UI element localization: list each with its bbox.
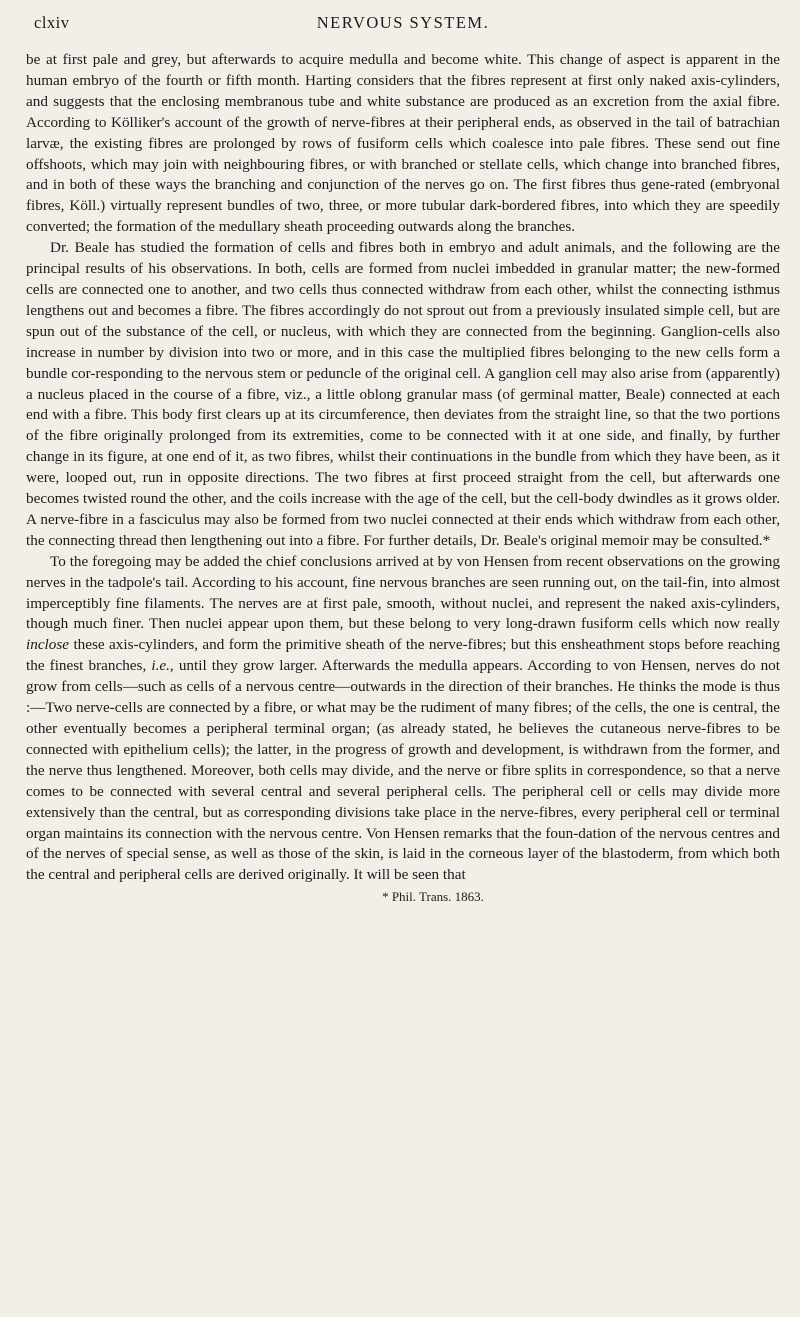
- paragraph-von-hensen-part-1: To the foregoing may be added the chief conclusions arrived at by von Hensen from recent observations on the growing nerves in the tadpole's tail. According to his account, fine nervous branches are seen running out, on the tail-fin, into almost imperceptibly fine filaments. The nerves are at first pale, smooth, without nuclei, and represent the naked axis-cylinders, though much finer. Then nuclei appear upon them, but these belong to very long-drawn fusiform cells which now really: [26, 552, 780, 633]
- book-page: [26, 10, 780, 1305]
- running-title: NERVOUS SYSTEM.: [316, 13, 490, 32]
- page-number: clxiv: [34, 13, 70, 32]
- paragraph-embryonic-fibres: be at first pale and grey, but afterwards to acquire medulla and become white. This change of aspect is apparent in the human embryo of the fourth or fifth month. Harting considers that the fibres represent at first only naked axis-cylinders, and suggests that the enclosing membranous tube and white substance are produced as an excretion from the axial fibre. According to Kölliker's account of the growth of nerve-fibres at their peripheral ends, as observed in the tail of batrachian larvæ, the existing fibres are prolonged by rows of fusiform cells which coalesce into pale fibres. These send out fine offshoots, which may join with neighbouring fibres, or with branched or stellate cells, which change into branched fibres, and in both of these ways the branching and conjunction of the nerves go on. The first fibres thus gene-rated (embryonal fibres, Köll.) virtually represent bundles of two, three, or more tubular dark-bordered fibres, into which they are speedily converted; the formation of the medullary sheath proceeding outwards along the branches.: [26, 51, 780, 236]
- running-head: [26, 10, 780, 44]
- paragraph-von-hensen-part-2: these axis-cylinders, and form the primitive sheath of the nerve-fibres; but this ensheathment stops before reaching the finest branches, i.e., until they grow larger. Afterwards the medulla appears. According to von Hensen, nerves do not grow from cells—such as cells of a nervous centre—outwards in the direction of their branches. He thinks the mode is thus :—Two nerve-cells are connected by a fibre, or what may be the rudiment of many fibres; of the cells, the one is central, the other eventually becomes a peripheral terminal organ; (as already stated, he believes the cutaneous nerve-fibres to be connected with epithelium cells); the latter, in the progress of growth and development, is withdrawn from the former, and the nerve thus lengthened. Moreover, both cells may divide, and the nerve or fibre splits in correspondence, so that a nerve comes to be connected with several central and several peripheral cells. The peripheral cell or cells may divide more extensively than the central, but as corresponding divisions take place in the nerve-fibres, every peripheral cell or terminal organ maintains its connection with the nervous centre. Von Hensen remarks that the foun-dation of the nervous centres and of the nerves of special sense, as well as those of the skin, is laid in the corneous layer of the blastoderm, from which both the central and peripheral cells are derived originally. It will be seen that: [26, 636, 780, 884]
- italic-ie: i.e.: [151, 657, 170, 675]
- footnote: * Phil. Trans. 1863.: [382, 889, 484, 905]
- italic-inclose: inclose: [26, 636, 70, 654]
- paragraph-beale-observations: Dr. Beale has studied the formation of cells and fibres both in embryo and adult animals, and the following are the principal results of his observations. In both, cells are formed from nuclei imbedded in granular matter; the new-formed cells are connected one to another, and two cells thus connected withdraw from each other, whilst the connecting isthmus lengthens out and becomes a fibre. The fibres accordingly do not sprout out from a previously insulated simple cell, but are spun out of the substance of the cell, or nucleus, with which they are connected from the beginning. Ganglion-cells also increase in number by division into two or more, and in this case the multiplied fibres belonging to the new cells form a bundle cor-responding to the nervous stem or peduncle of the original cell. A ganglion cell may also arise from (apparently) a nucleus placed in the course of a fibre, viz., a little oblong granular mass (of germinal matter, Beale) connected at each end with a fibre. This body first clears up at its circumference, then deviates from the straight line, so that the two portions of the fibre originally prolonged from its extremities, come to be connected with it at one side, and finally, by further change in its figure, at one end of it, as two fibres, whilst their continuations in the bundle from which they have been, as it were, looped out, run in opposite directions. The two fibres at first proceed straight from the cell, but afterwards one becomes twisted round the other, and the coils increase with the age of the cell, but the cell-body dwindles as it grows older. A nerve-fibre in a fasciculus may also be formed from two nuclei connected at their ends which withdraw from each other, the connecting thread then lengthening out into a fibre. For further details, Dr. Beale's original memoir may be consulted.*: [26, 239, 780, 549]
- body-text: [26, 50, 780, 886]
- paragraph-von-hensen: [26, 552, 780, 887]
